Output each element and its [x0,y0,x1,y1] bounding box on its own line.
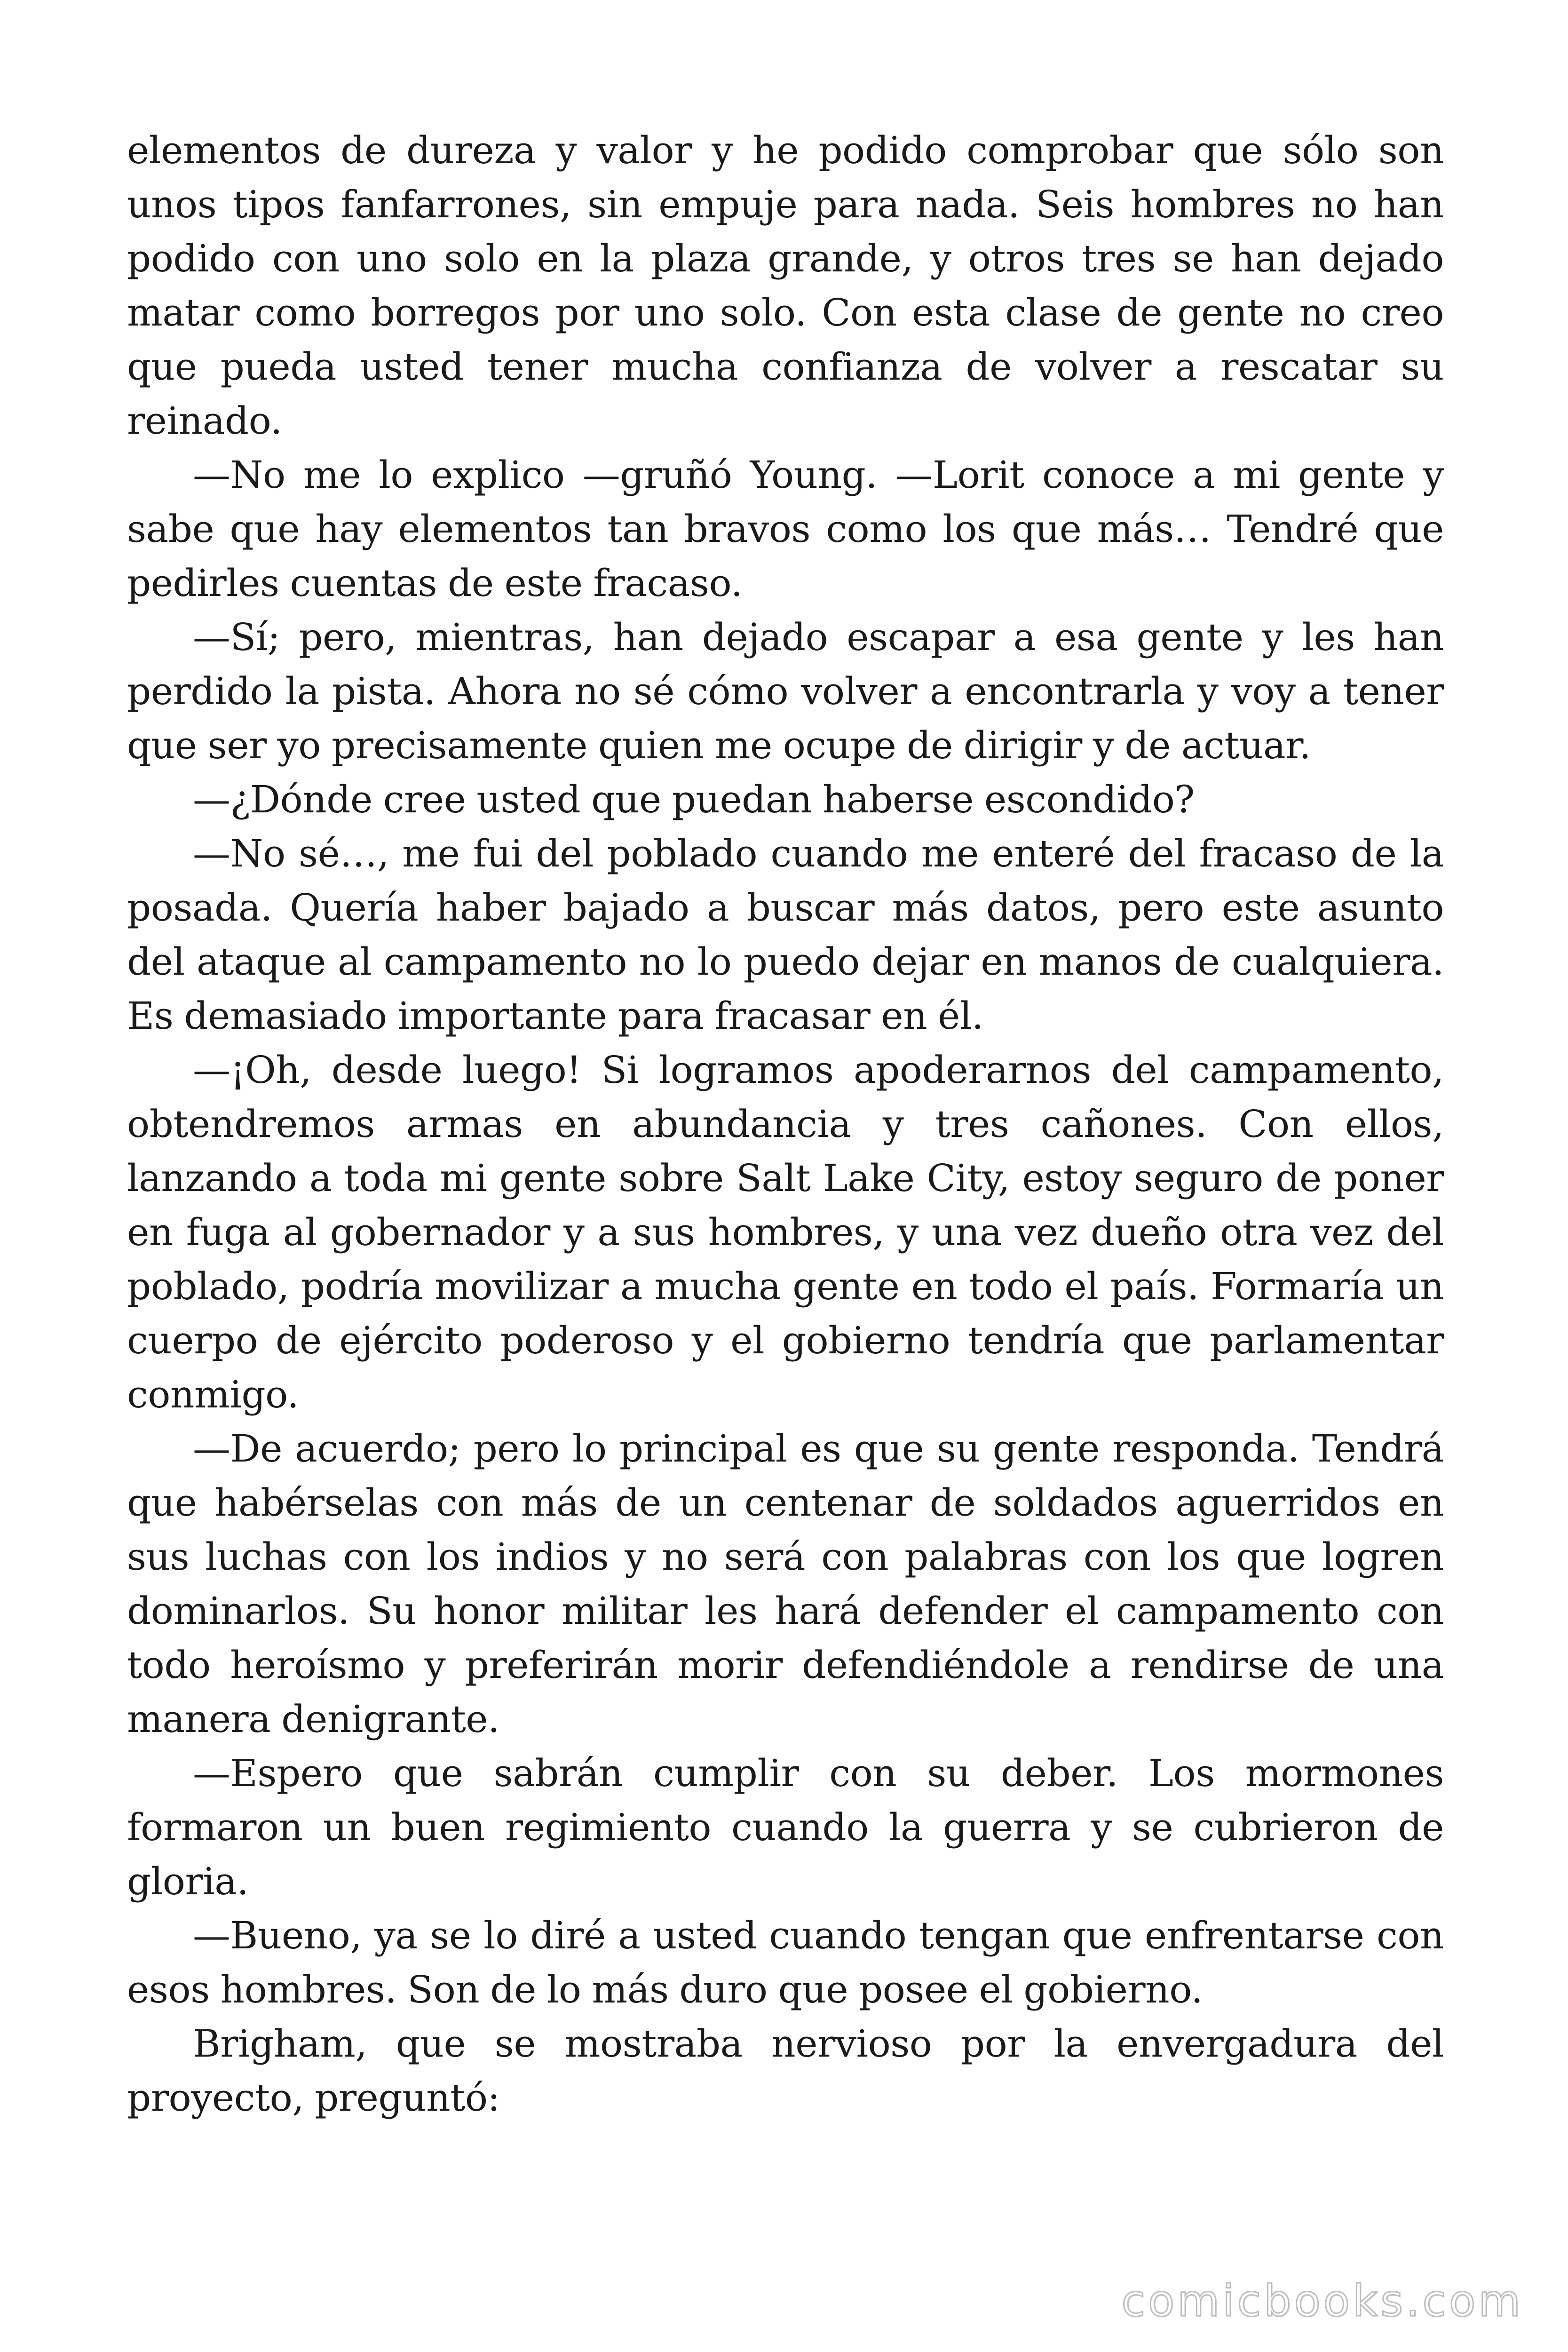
paragraph-8: —Espero que sabrán cumplir con su deber. Los mormones formaron un buen regimiento cuando la guerra y se cubrieron de gloria. [127,1751,1444,1903]
watermark: comicbooks.com [1121,2276,1523,2326]
paragraph-9: —Bueno, ya se lo diré a usted cuando tengan que enfrentarse con esos hombres. Son de lo más duro que posee el gobierno. [127,1914,1444,2011]
paragraph-4: —¿Dónde cree usted que puedan haberse escondido? [193,778,1195,821]
paragraph-5: —No sé…, me fui del poblado cuando me enteré del fracaso de la posada. Quería haber bajado a buscar más datos, pero este asunto del ataque al campamento no lo puedo dejar en manos de cualquiera. Es demasiado importante para fracasar en él. [127,832,1444,1038]
paragraph-7: —De acuerdo; pero lo principal es que su gente responda. Tendrá que habérselas con más de un centenar de soldados aguerridos en sus luchas con los indios y no será con palabras con los que logren dominarlos. Su honor militar les hará defender el campamento con todo heroísmo y preferirán morir defendiéndole a rendirse de una manera denigrante. [127,1427,1444,1741]
paragraph-1: elementos de dureza y valor y he podido comprobar que sólo son unos tipos fanfarrones, sin empuje para nada. Seis hombres no han podido con uno solo en la plaza grande, y otros tres se han dejado matar como borregos por uno solo. Con esta clase de gente no creo que pueda usted tener mucha confianza de volver a rescatar su reinado. [127,128,1444,443]
page-body [127,123,1444,2125]
paragraph-3: —Sí; pero, mientras, han dejado escapar a esa gente y les han perdido la pista. Ahora no sé cómo volver a encontrarla y voy a tener que ser yo precisamente quien me ocupe de dirigir y de actuar. [127,615,1444,767]
paragraph-10: Brigham, que se mostraba nervioso por la envergadura del proyecto, preguntó: [127,2022,1444,2120]
paragraph-6: —¡Oh, desde luego! Si logramos apoderarnos del campamento, obtendremos armas en abundancia y tres cañones. Con ellos, lanzando a toda mi gente sobre Salt Lake City, estoy seguro de poner en fuga al gobernador y a sus hombres, y una vez dueño otra vez del poblado, podría movilizar a mucha gente en todo el país. Formaría un cuerpo de ejército poderoso y el gobierno tendría que parlamentar conmigo. [127,1048,1444,1416]
paragraph-2: —No me lo explico —gruñó Young. —Lorit conoce a mi gente y sabe que hay elementos tan bravos como los que más… Tendré que pedirles cuentas de este fracaso. [127,453,1444,605]
